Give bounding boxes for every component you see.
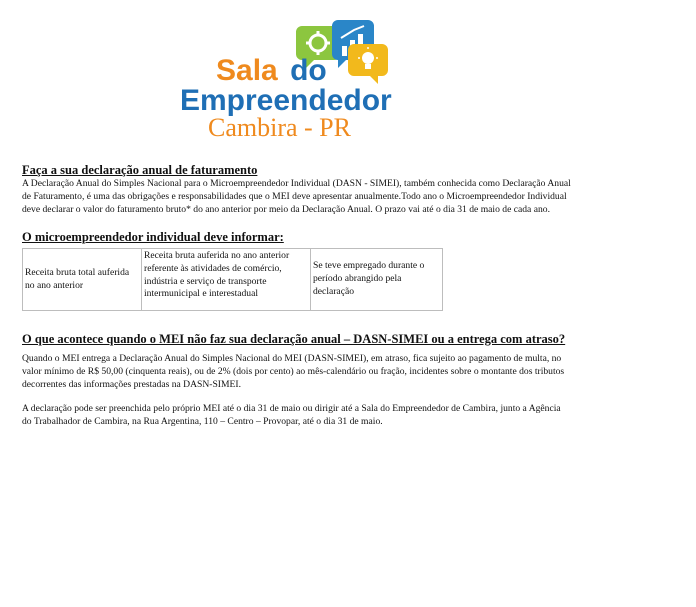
cell-text: indústria e serviço de transporte xyxy=(144,275,267,287)
text-line: Quando o MEI entrega a Declaração Anual do Simples Nacional do MEI (DASN-SIMEI), em atraso, fica sujeito ao pagamento de multa, no xyxy=(22,353,562,364)
paragraph-preenchimento xyxy=(22,403,561,429)
heading-atraso: O que acontece quando o MEI não faz sua declaração anual – DASN-SIMEI ou a entrega com atraso? xyxy=(22,332,566,346)
heading-declaracao-anual: Faça a sua declaração anual de faturamento xyxy=(22,163,258,177)
logo-word-do: do xyxy=(290,54,327,87)
cell-text: referente às atividades de comércio, xyxy=(144,262,282,274)
cell-text: período abrangido pela xyxy=(313,273,402,285)
table-row xyxy=(23,249,443,311)
cell-text: declaração xyxy=(313,285,355,297)
text-line: decorrentes das informações prestadas na DASN-SIMEI. xyxy=(22,378,241,390)
table-cell xyxy=(311,249,443,311)
cell-text: no ano anterior xyxy=(25,279,84,291)
sala-do-empreendedor-logo xyxy=(178,18,418,140)
text-line: do Trabalhador de Cambira, na Rua Argentina, 110 – Centro – Provopar, até o dia 31 de maio. xyxy=(22,415,383,427)
table-cell xyxy=(23,249,142,311)
text-line: deve declarar o valor do faturamento bruto* do ano anterior por meio da Declaração Anual. O prazo vai até o dia 31 de maio de cada ano. xyxy=(22,203,550,215)
paragraph-declaracao-anual xyxy=(22,178,571,216)
text-line: de Faturamento, é uma das obrigações e responsabilidades que o MEI deve apresentar anualmente.Todo ano o Microempreendedor Individual xyxy=(22,190,567,202)
logo-location: Cambira - PR xyxy=(208,113,351,140)
cell-text: intermunicipal e interestadual xyxy=(144,288,259,300)
paragraph-multa xyxy=(22,353,564,391)
text-line: valor mínimo de R$ 50,00 (cinquenta reais), ou de 2% (dois por cento) ao mês-calendário ou fração, incidentes sobre o montante dos tributos xyxy=(22,365,565,377)
svg-text:Sala do xyxy=(216,54,327,87)
text-line: A declaração pode ser preenchida pelo próprio MEI até o dia 31 de maio ou dirigir até a Sala do Empreendedor de Cambira, junto a Agência xyxy=(22,403,561,414)
cell-text: Receita bruta total auferida xyxy=(25,266,130,278)
logo-word-sala: Sala xyxy=(216,54,278,87)
cell-text: Se teve empregado durante o xyxy=(313,260,425,272)
table-cell xyxy=(142,249,311,311)
heading-deve-informar: O microempreendedor individual deve informar: xyxy=(22,230,284,244)
text-line: A Declaração Anual do Simples Nacional para o Microempreendedor Individual (DASN - SIMEI), também conhecida como Declaração Anual xyxy=(22,178,571,189)
lightbulb-icon xyxy=(348,44,388,84)
info-table xyxy=(22,248,443,311)
logo-word-empreendedor: Empreendedor xyxy=(180,84,392,117)
cell-text: Receita bruta auferida no ano anterior xyxy=(144,250,290,261)
